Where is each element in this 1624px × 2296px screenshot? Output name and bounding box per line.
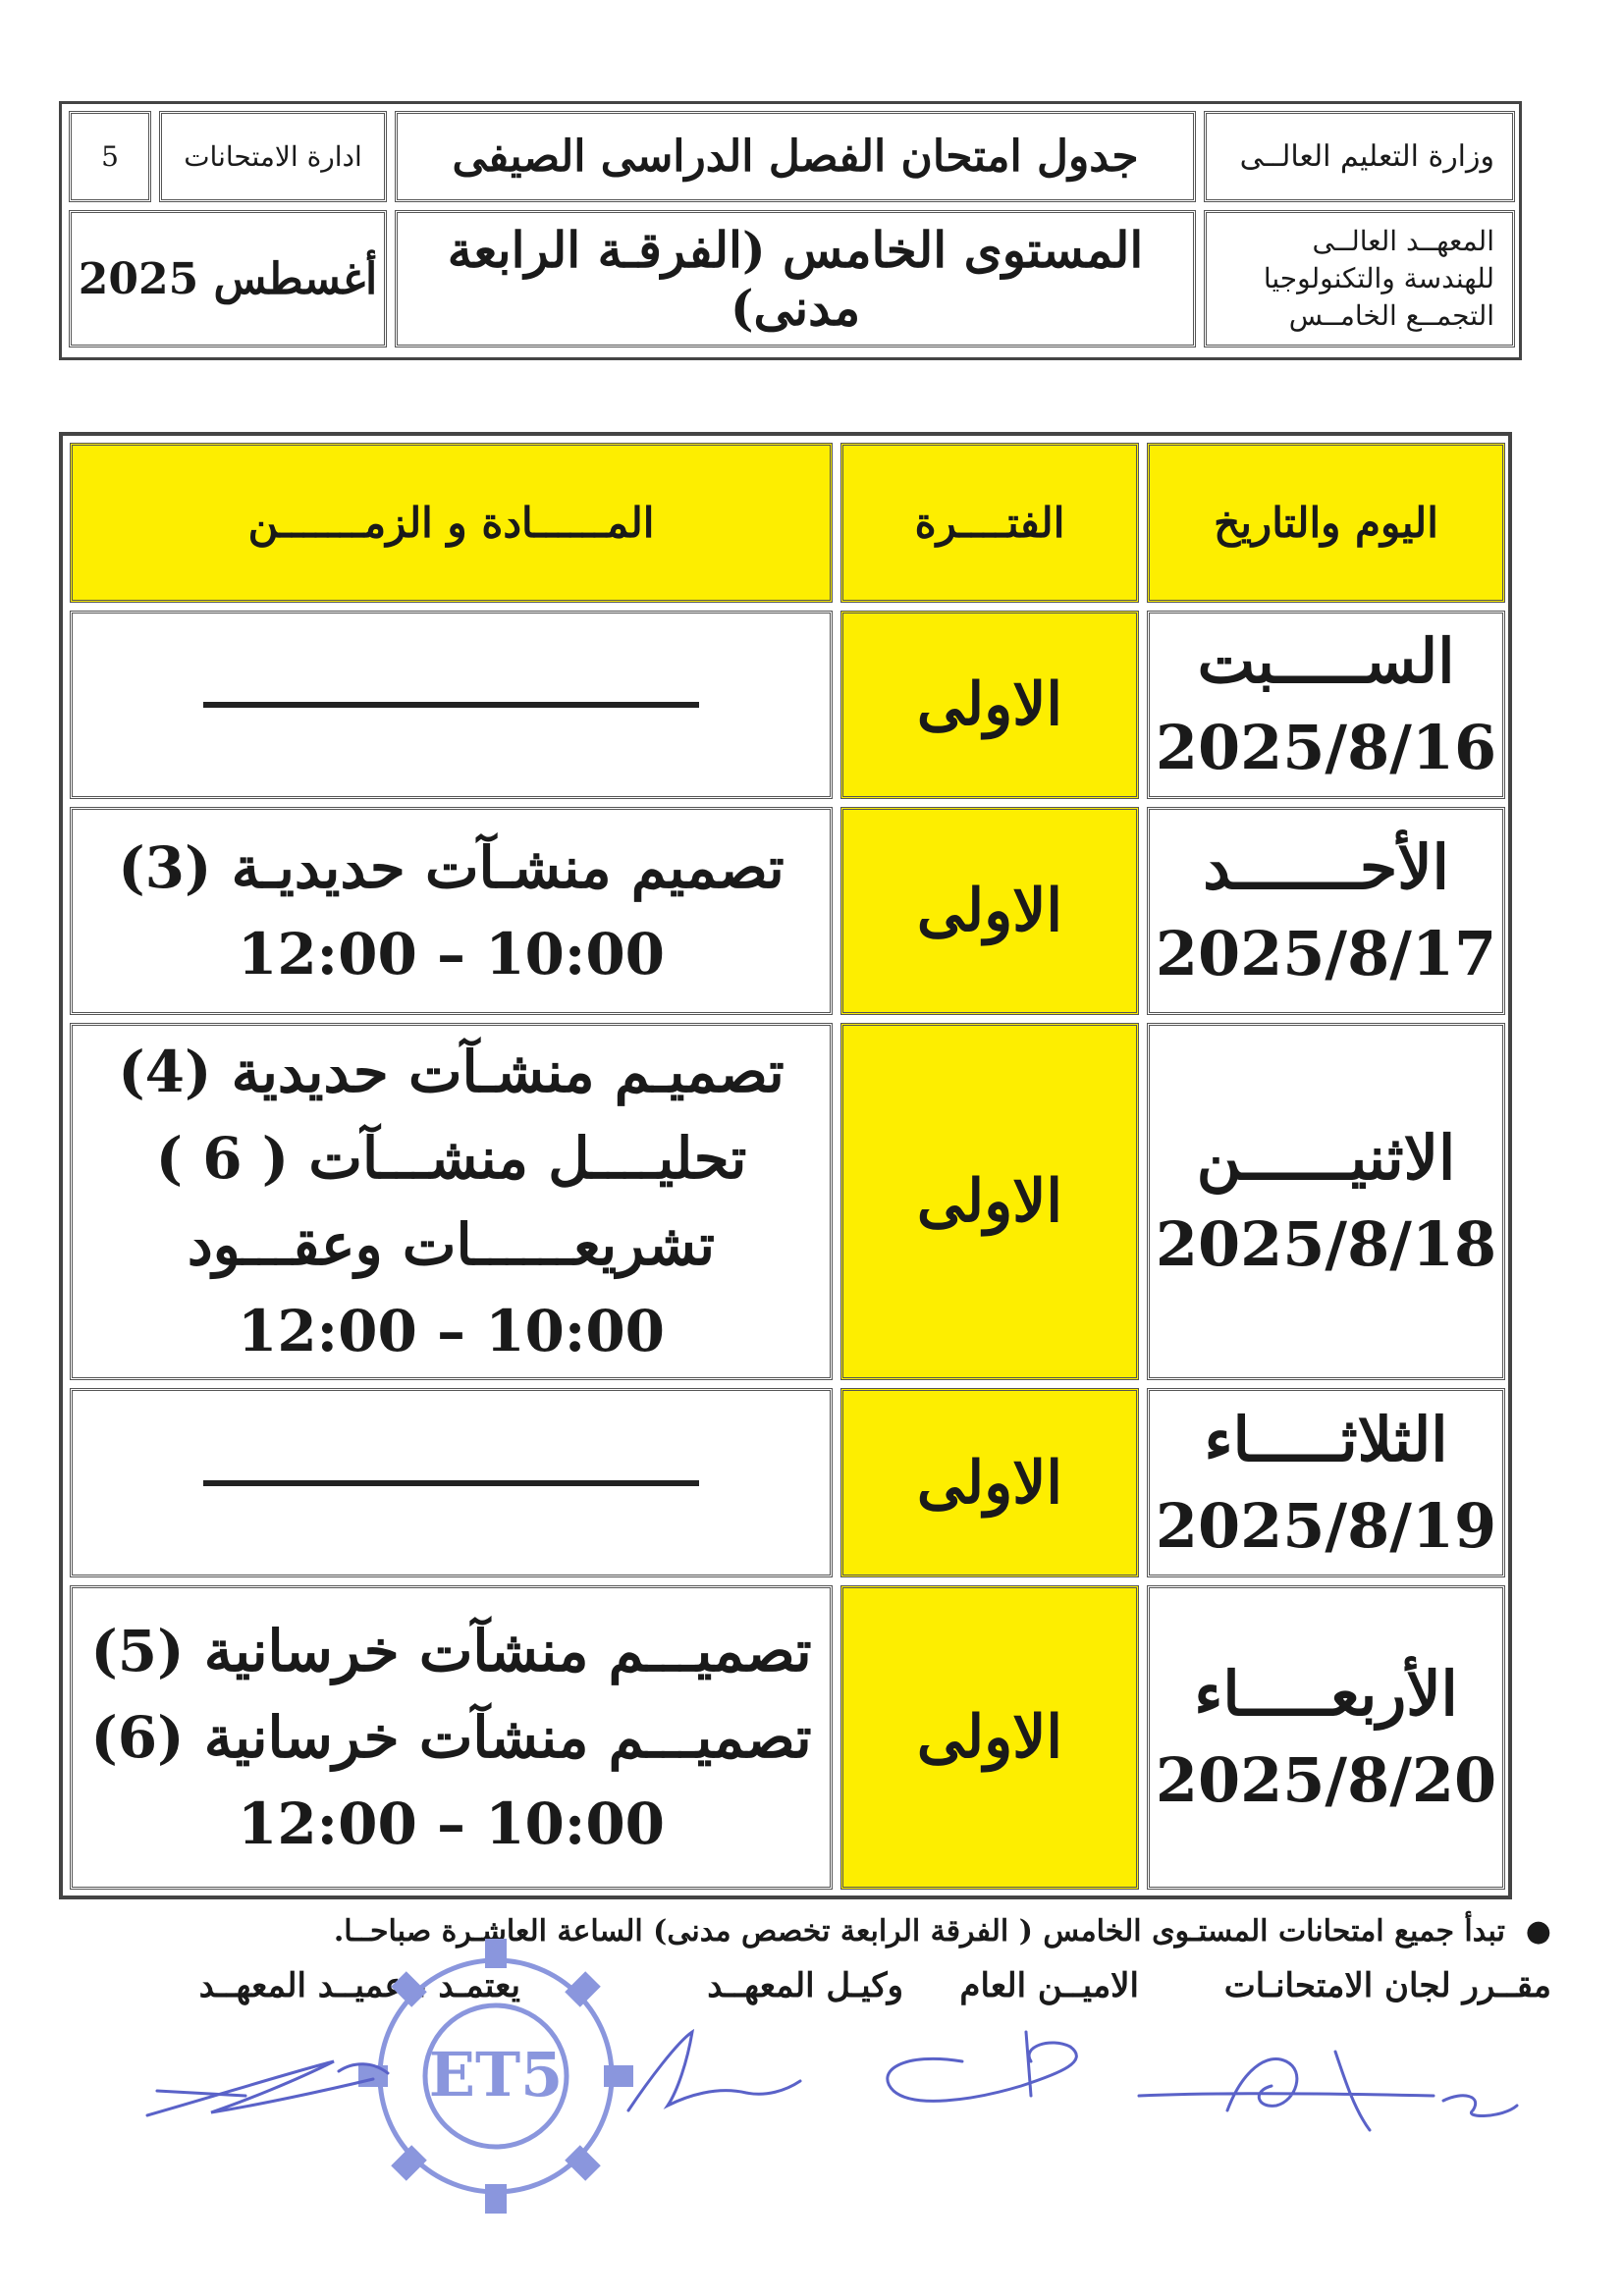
committee-title: مقــرر لجان الامتحانـات (1223, 1966, 1551, 2005)
dean-signature-icon (147, 2061, 388, 2115)
schedule-table (59, 432, 1512, 1899)
period-cell-4: الاولى (840, 1388, 1139, 1577)
header-subject-time: المــــــادة و الزمـــــــن (70, 443, 833, 603)
period-cell-5: الاولى (840, 1585, 1139, 1890)
institute-name (1204, 210, 1515, 347)
no-exam-dash (203, 1480, 699, 1486)
day-cell-4 (1147, 1388, 1505, 1577)
exam-time: 12:00 – 10:00 (237, 921, 666, 988)
institute-line-3: التجمــع الخامــس (1288, 299, 1494, 332)
day-date: 2025/8/19 (1155, 1489, 1497, 1562)
day-cell-3 (1147, 1023, 1505, 1380)
subject-cell-3 (70, 1023, 833, 1380)
committee-signature-icon (1139, 2052, 1517, 2130)
day-date: 2025/8/16 (1155, 712, 1497, 783)
day-cell-5 (1147, 1585, 1505, 1890)
subject-cell-5 (70, 1585, 833, 1890)
header-period: الفتــــرة (840, 443, 1139, 603)
day-date: 2025/8/20 (1155, 1744, 1497, 1816)
period-cell-3: الاولى (840, 1023, 1139, 1380)
header-day-date: اليوم والتاريخ (1147, 443, 1505, 603)
period-cell-1: الاولى (840, 611, 1139, 799)
day-name: الاثنيــــــن (1196, 1122, 1456, 1194)
subject-cell-1 (70, 611, 833, 799)
dean-title: يعتمـد ، عميــد المعهــد (198, 1966, 520, 2005)
exam-time: 12:00 – 10:00 (237, 1298, 666, 1364)
header-box (59, 101, 1522, 360)
level-title: المستوى الخامس (الفرقـة الرابعة مدنى) (395, 210, 1196, 347)
day-cell-2 (1147, 807, 1505, 1015)
institute-line-2: للهندسة والتكنولوجيا (1263, 262, 1494, 294)
institute-line-1: المعهــد العالــى (1312, 225, 1494, 257)
exam-month: أغسطس 2025 (69, 210, 387, 347)
day-cell-1 (1147, 611, 1505, 799)
day-name: الثلاثـــــاء (1204, 1403, 1448, 1475)
schedule-title: جدول امتحان الفصل الدراسى الصيفى (395, 111, 1196, 202)
secretary-title: الاميــن العام (959, 1966, 1139, 2005)
department-name: ادارة الامتحانات (159, 111, 387, 202)
exam-time: 12:00 – 10:00 (237, 1790, 666, 1857)
deputy-title: وكيـل المعهــد (707, 1966, 903, 2005)
subject-line: تصميـم منشـآت حديدية (4) (118, 1039, 785, 1105)
signatures-area (0, 2002, 1624, 2160)
deputy-signature-icon (628, 2032, 800, 2110)
subject-line: تصميم منشـآت حديديـة (3) (118, 834, 785, 901)
day-date: 2025/8/18 (1155, 1208, 1497, 1280)
subject-line: تحليــــل منشـــآت ( 6 ) (155, 1125, 747, 1192)
bullet-icon: ● (1504, 1914, 1551, 1949)
day-name: الأحـــــــد (1203, 831, 1449, 903)
ministry-name: وزارة التعليم العالــى (1204, 111, 1515, 202)
page-number: 5 (69, 111, 151, 202)
footnote-text: تبدأ جميع امتحانات المستـوى الخامس ( الفرقة الرابعة تخصص مدنى) الساعة العاشـرة صباحــا. (333, 1914, 1505, 1949)
subject-line: تصميـــم منشآت خرسانية (5) (90, 1618, 812, 1684)
day-date: 2025/8/17 (1155, 918, 1497, 989)
subject-cell-2 (70, 807, 833, 1015)
day-name: الأربعـــــاء (1194, 1658, 1458, 1730)
no-exam-dash (203, 702, 699, 708)
secretary-signature-icon (888, 2032, 1077, 2101)
period-cell-2: الاولى (840, 807, 1139, 1015)
day-name: الســـــبت (1197, 625, 1455, 697)
stamp-emblem: ET5 (428, 2039, 564, 2110)
subject-cell-4 (70, 1388, 833, 1577)
subject-line: تشريعــــــات وعقـــود (187, 1211, 716, 1278)
subject-line: تصميـــم منشآت خرسانية (6) (90, 1704, 812, 1771)
